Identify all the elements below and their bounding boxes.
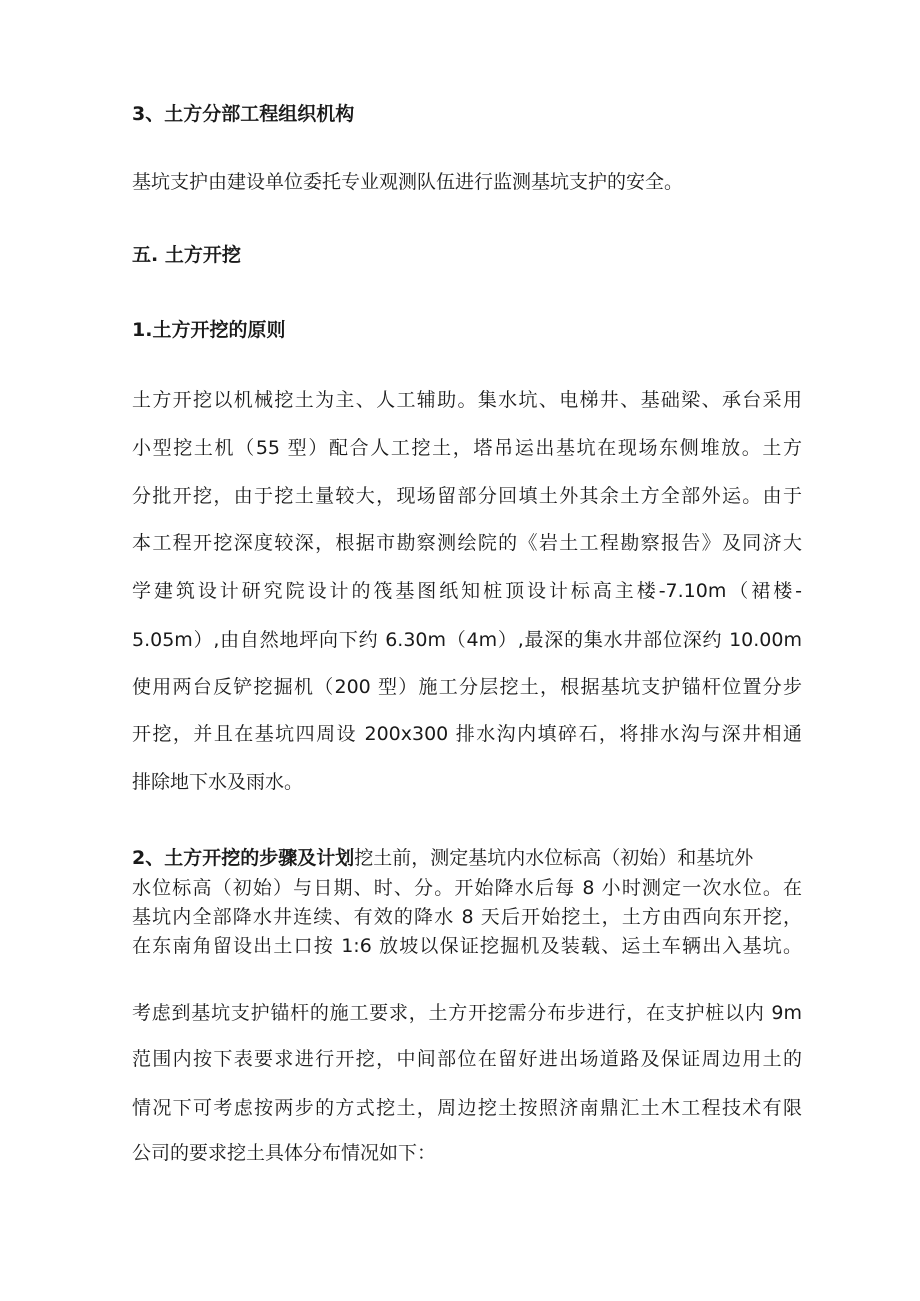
paragraph-line: 基坑内全部降水井连续、有效的降水 8 天后开始挖土，土方由西向东开挖， xyxy=(132,906,802,928)
subsection-heading-2: 2、土方开挖的步骤及计划 xyxy=(132,847,355,869)
paragraph-line: 分批开挖，由于挖土量较大，现场留部分回填土外其余土方全部外运。由于 xyxy=(132,485,802,507)
paragraph-line: 范围内按下表要求进行开挖，中间部位在留好进出场道路及保证周边用土的 xyxy=(132,1048,802,1070)
paragraph-line: 排除地下水及雨水。 xyxy=(132,771,304,793)
paragraph-line: 开挖，并且在基坑四周设 200x300 排水沟内填碎石，将排水沟与深井相通 xyxy=(132,723,802,745)
paragraph-line: 情况下可考虑按两步的方式挖土，周边挖土按照济南鼎汇土木工程技术有限 xyxy=(132,1097,802,1119)
section-heading-5: 五. 土方开挖 xyxy=(132,244,241,266)
subsection-heading-1: 1.土方开挖的原则 xyxy=(132,319,286,341)
paragraph-line: 在东南角留设出土口按 1:6 放坡以保证挖掘机及装载、运土车辆出入基坑。 xyxy=(132,935,802,957)
paragraph-line: 使用两台反铲挖掘机（200 型）施工分层挖土，根据基坑支护锚杆位置分步 xyxy=(132,676,802,698)
paragraph-line: 本工程开挖深度较深，根据市勘察测绘院的《岩土工程勘察报告》及同济大 xyxy=(132,532,802,554)
steps-lead-text: 挖土前，测定基坑内水位标高（初始）和基坑外 xyxy=(354,847,754,869)
paragraph-line: 学建筑设计研究院设计的筏基图纸知桩顶设计标高主楼-7.10m（裙楼- xyxy=(132,580,802,602)
paragraph-line xyxy=(132,845,802,872)
paragraph-line: 考虑到基坑支护锚杆的施工要求，土方开挖需分布步进行，在支护桩以内 9m xyxy=(132,1002,802,1024)
paragraph-line: 小型挖土机（55 型）配合人工挖土，塔吊运出基坑在现场东侧堆放。土方 xyxy=(132,437,802,459)
paragraph-line: 5.05m）,由自然地坪向下约 6.30m（4m）,最深的集水井部位深约 10.00m xyxy=(132,629,802,651)
section-heading-3: 3、土方分部工程组织机构 xyxy=(132,103,355,125)
paragraph-line: 土方开挖以机械挖土为主、人工辅助。集水坑、电梯井、基础梁、承台采用 xyxy=(132,389,802,411)
paragraph-line: 公司的要求挖土具体分布情况如下： xyxy=(132,1142,437,1164)
paragraph-line: 水位标高（初始）与日期、时、分。开始降水后每 8 小时测定一次水位。在 xyxy=(132,877,802,899)
monitoring-paragraph: 基坑支护由建设单位委托专业观测队伍进行监测基坑支护的安全。 xyxy=(132,171,684,193)
